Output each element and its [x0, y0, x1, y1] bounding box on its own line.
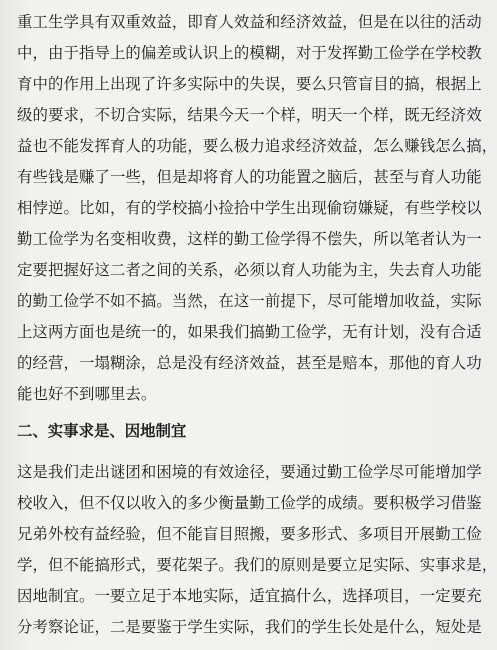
paragraph-1-line-6: 有些钱是赚了一些，但是却将育人的功能置之脑后，甚至与育人功能 [17, 168, 482, 186]
paragraph-2-line-5: 因地制宜。一要立足于本地实际，适宜搞什么，选择项目，一定要充 [17, 587, 482, 605]
paragraph-2-line-3: 兄弟外校有益经验，但不能盲目照搬，要多形式、多项目开展勤工俭 [17, 525, 482, 543]
paragraph-1-line-1: 重工生学具有双重效益，即育人效益和经济效益，但是在以往的活动 [17, 13, 482, 31]
paragraph-2-line-2: 校收入，但不仅以收入的多少衡量勤工俭学的成绩。要积极学习借鉴 [17, 494, 482, 512]
paragraph-1-line-4: 级的要求，不切合实际，结果今天一个样，明天一个样，既无经济效 [17, 106, 482, 124]
paragraph-1-line-11: 上这两方面也是统一的，如果我们搞勤工俭学，无有计划，没有合适 [17, 323, 482, 341]
paragraph-1-line-8: 勤工俭学为名变相收费，这样的勤工俭学得不偿失，所以笔者认为一 [17, 230, 482, 248]
paragraph-1-line-2: 中，由于指导上的偏差或认识上的模糊，对于发挥勤工俭学在学校教 [17, 44, 482, 62]
paragraph-1-line-7: 相悖逆。比如，有的学校搞小捡拾中学生出现偷窃嫌疑，有些学校以 [17, 199, 482, 217]
paragraph-1-line-13: 能也好不到哪里去。 [17, 385, 157, 403]
paragraph-1-line-5: 益也不能发挥育人的功能，要么极力追求经济效益，怎么赚钱怎么搞， [17, 137, 497, 155]
paragraph-2-line-4: 学，但不能搞形式，要花架子。我们的原则是要立足实际、实事求是， [17, 556, 497, 574]
paragraph-2-line-1: 这是我们走出谜团和困境的有效途径，要通过勤工俭学尽可能增加学 [17, 463, 482, 481]
paragraph-1-line-9: 定要把握好这二者之间的关系，必须以育人功能为主，失去育人功能 [17, 261, 482, 279]
paragraph-2-line-6: 分考察论证，二是要鉴于学生实际，我们的学生长处是什么，短处是 [17, 618, 482, 636]
paragraph-1-line-3: 育中的作用上出现了许多实际中的失误，要么只管盲目的搞，根据上 [17, 75, 482, 93]
paragraph-1-line-10: 的勤工俭学不如不搞。当然，在这一前提下，尽可能增加收益，实际 [17, 292, 482, 310]
section-heading: 二、实事求是、因地制宜 [17, 422, 187, 440]
paragraph-1-line-12: 的经营，一塌糊涂，总是没有经济效益，甚至是赔本，那他的育人功 [17, 354, 482, 372]
